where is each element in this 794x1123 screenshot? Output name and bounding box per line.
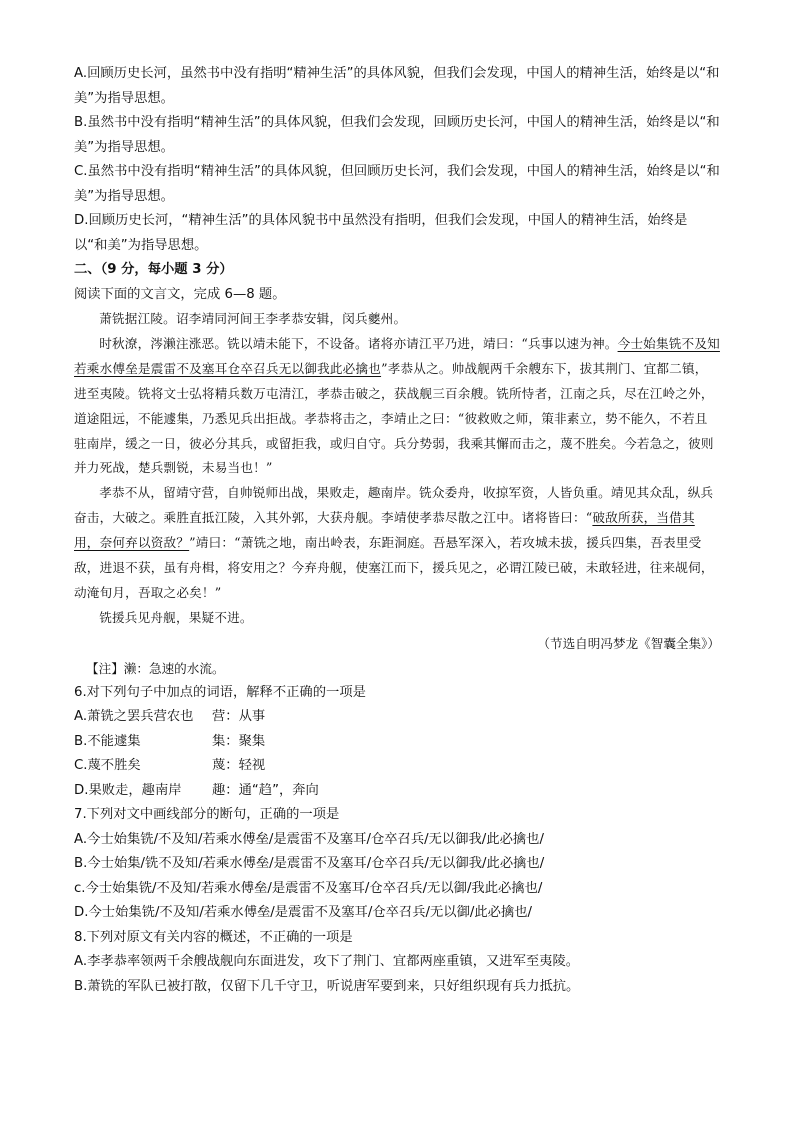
q6-stem: 6.对下列句子中加点的词语，解释不正确的一项是 — [74, 684, 366, 700]
underlined-sentence: 破敌所获，当借其用，奈何弃以资敌？ — [74, 510, 695, 551]
q8-option-a: A.李孝恭率领两千余艘战舰向东面进发，攻下了荆门、宜都两座重镇，又进军至夷陵。 — [74, 954, 580, 970]
q8-option-b: B.萧铣的军队已被打散，仅留下几千守卫，听说唐军要到来，只好组织现有兵力抵抗。 — [74, 978, 580, 994]
underlined-sentence: 今士始集铣不及知若乘水傅垒是震雷不及塞耳仓卒召兵无以御我此必擒也 — [74, 335, 720, 376]
q7-option-b: B.今士始集/铣不及知/若乘水傅垒/是震雷不及塞耳/仓卒召兵/无以御我/此必擒也/ — [74, 856, 545, 872]
q6-option-b — [74, 730, 720, 755]
passage-paragraph-2 — [74, 332, 720, 481]
section-title: 二、（9 分，每小题 3 分） — [74, 262, 233, 277]
q5-option-d: D.回顾历史长河，“精神生活”的具体风貌书中虽然没有指明，但我们会发现，中国人的精神生活，始终是以“和美”为指导思想。 — [74, 213, 688, 253]
option-gloss: 营：从事 — [212, 709, 266, 725]
option-sentence: A.萧铣之罢兵营农也 — [74, 709, 194, 725]
annotation-note: 【注】濑：急速的水流。 — [86, 660, 225, 676]
q7-stem: 7.下列对文中画线部分的断句，正确的一项是 — [74, 807, 340, 823]
q7-option-a: A.今士始集铣/不及知/若乘水傅垒/是震雷不及塞耳/仓卒召兵/无以御我/此必擒也/ — [74, 831, 544, 847]
exam-page — [74, 62, 720, 999]
q6-option-c — [74, 754, 720, 779]
q7-option-c: c.今士始集铣/不及知/若乘水傅垒/是震雷不及塞耳/仓卒召兵/无以御/我此必擒也/ — [74, 880, 543, 896]
option-sentence: C.蔑不胜矣 — [74, 758, 141, 774]
option-gloss: 集：聚集 — [212, 733, 266, 749]
passage-paragraph-1: 萧铣据江陵。诏李靖同河间王李孝恭安辑，闵兵夔州。 — [99, 311, 407, 326]
q6-option-a — [74, 705, 720, 730]
passage-paragraph-4: 铣援兵见舟舰，果疑不进。 — [99, 609, 253, 625]
q5-option-a: A.回顾历史长河，虽然书中没有指明“精神生活”的具体风貌，但我们会发现，中国人的精神生活，始终是以“和美”为指导思想。 — [74, 66, 720, 106]
q7-option-d: D.今士始集铣/不及知/若乘水傅垒/是震雷不及塞耳/仓卒召兵/无以御/此必擒也/ — [74, 905, 533, 921]
source-note: （节选自明冯梦龙《智囊全集》） — [537, 635, 720, 651]
passage-text: ”孝恭从之。帅战舰两千余艘东下，拔其荆门、宜都二镇，进至夷陵。铣将文士弘将精兵数万屯清江，孝恭击破之，获战舰三百余艘。铣所恃者，江南之兵，尽在江岭之外，道途阻远，不能遽集，乃悉见兵出拒战。孝恭将击之，李靖止之曰：“彼救败之师，策非素立，势不能久，不若且驻南岸，缓之一日，彼必分其兵，或留拒我，或归自守。兵分势弱，我乘其懈而击之，蔑不胜矣。今若急之，彼则并力死战，楚兵剽锐，未易当也！” — [74, 360, 714, 476]
q6-option-d — [74, 779, 720, 804]
q5-option-c: C.虽然书中没有指明“精神生活”的具体风貌，但回顾历史长河，我们会发现，中国人的精神生活，始终是以“和美”为指导思想。 — [74, 164, 720, 204]
q5-option-b: B.虽然书中没有指明“精神生活”的具体风貌，但我们会发现，回顾历史长河，中国人的精神生活，始终是以“和美”为指导思想。 — [74, 115, 720, 155]
option-sentence: D.果败走，趣南岸 — [74, 782, 182, 798]
q8-stem: 8.下列对原文有关内容的概述，不正确的一项是 — [74, 929, 353, 945]
option-gloss: 趣：通“趋”，奔向 — [212, 782, 319, 798]
passage-text: 孝恭不从，留靖守营，自帅锐师出战，果败走，趣南岸。铣众委舟，收掠军资，人皆负重。靖见其众乱，纵兵奋击，大破之。乘胜直抵江陵，入其外郭，大获舟舰。李靖使孝恭尽散之江中。诸将皆曰：“ — [74, 485, 714, 526]
passage-text: 时秋潦，涔濑注涨恶。铣以靖未能下，不设备。诸将亦请江平乃进，靖曰：“兵事以速为神。 — [99, 335, 618, 351]
reading-instruction: 阅读下面的文言文，完成 6—8 题。 — [74, 286, 286, 302]
passage-text: ”靖曰：“萧铣之地，南出岭表，东距洞庭。吾悬军深入，若攻城未拔，援兵四集，吾表里受敌，进退不获，虽有舟楫，将安用之？今弃舟舰，使塞江而下，援兵见之，必谓江陵已破，未敢轻进，往来觇伺，动淹旬月，吾取之必矣！” — [74, 535, 714, 600]
option-gloss: 蔑：轻视 — [212, 758, 266, 774]
passage-paragraph-3 — [74, 481, 720, 606]
option-sentence: B.不能遽集 — [74, 733, 141, 749]
